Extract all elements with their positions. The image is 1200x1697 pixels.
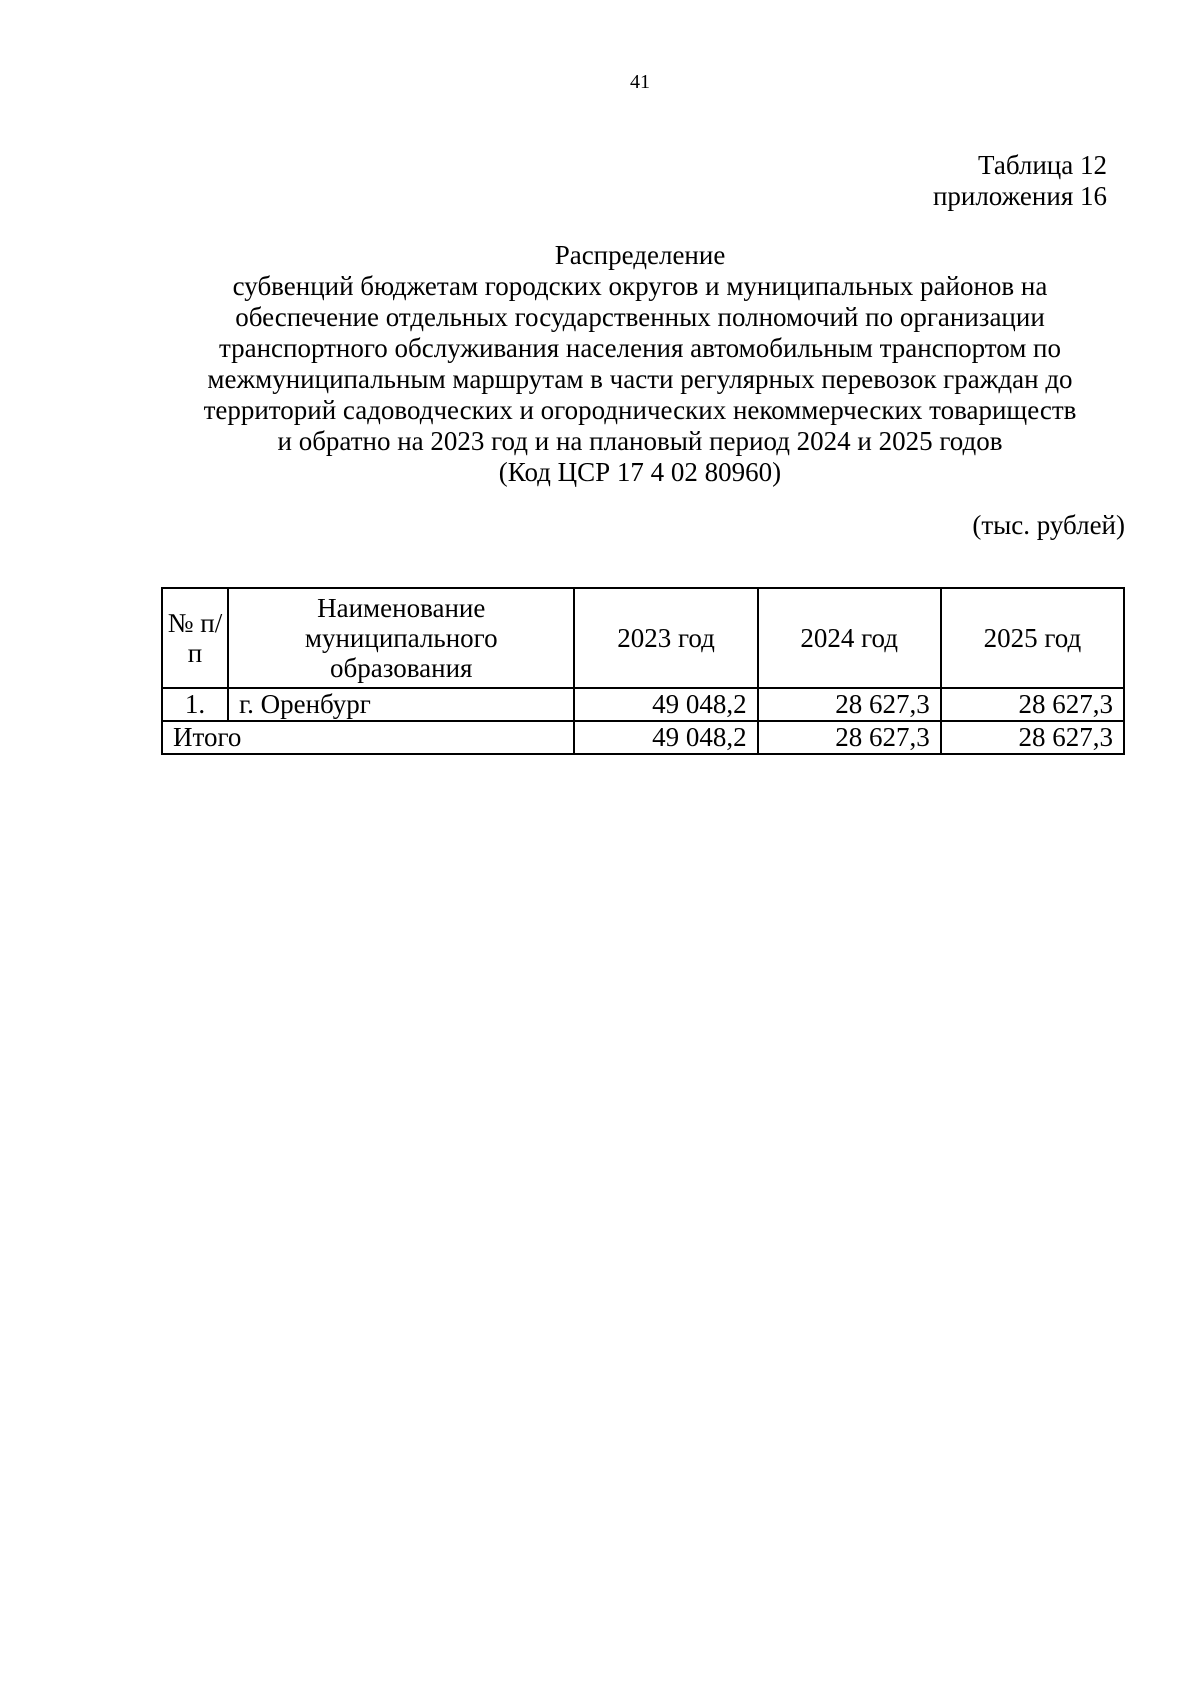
header-2025: 2025 год (941, 588, 1124, 688)
table-reference-line-2: приложения 16 (932, 181, 1107, 211)
title-line: и обратно на 2023 год и на плановый период 2024 и 2025 годов (277, 426, 1003, 456)
title-line: транспортного обслуживания населения автомобильным транспортом по (218, 333, 1061, 363)
row-number: 1. (162, 688, 228, 721)
units-label: (тыс. рублей) (972, 510, 1125, 540)
total-value-2023: 49 048,2 (574, 721, 757, 754)
title-line: территорий садоводческих и огороднических некоммерческих товариществ (203, 395, 1077, 425)
header-number: № п/п (162, 588, 228, 688)
title-line: Распределение (554, 240, 726, 270)
total-label: Итого (162, 721, 574, 754)
budget-table (161, 587, 1125, 755)
total-value-2025: 28 627,3 (941, 721, 1124, 754)
title-line: межмуниципальным маршрутам в части регулярных перевозок граждан до (207, 364, 1073, 394)
table-total-row (162, 721, 1124, 754)
title-line: (Код ЦСР 17 4 02 80960) (498, 457, 782, 487)
table-row (162, 688, 1124, 721)
row-value-2023: 49 048,2 (574, 688, 757, 721)
table-header-row (162, 588, 1124, 688)
header-2024: 2024 год (758, 588, 941, 688)
header-2023: 2023 год (574, 588, 757, 688)
row-value-2024: 28 627,3 (758, 688, 941, 721)
table-reference-line-1: Таблица 12 (978, 150, 1107, 180)
header-municipality: Наименование муниципального образования (228, 588, 574, 688)
page-number: 41 (630, 71, 650, 93)
document-title (100, 240, 1180, 488)
row-municipality: г. Оренбург (228, 688, 574, 721)
title-line: субвенций бюджетам городских округов и муниципальных районов на (232, 271, 1048, 301)
row-value-2025: 28 627,3 (941, 688, 1124, 721)
title-line: обеспечение отдельных государственных полномочий по организации (235, 302, 1045, 332)
total-value-2024: 28 627,3 (758, 721, 941, 754)
table-reference (933, 150, 1107, 212)
